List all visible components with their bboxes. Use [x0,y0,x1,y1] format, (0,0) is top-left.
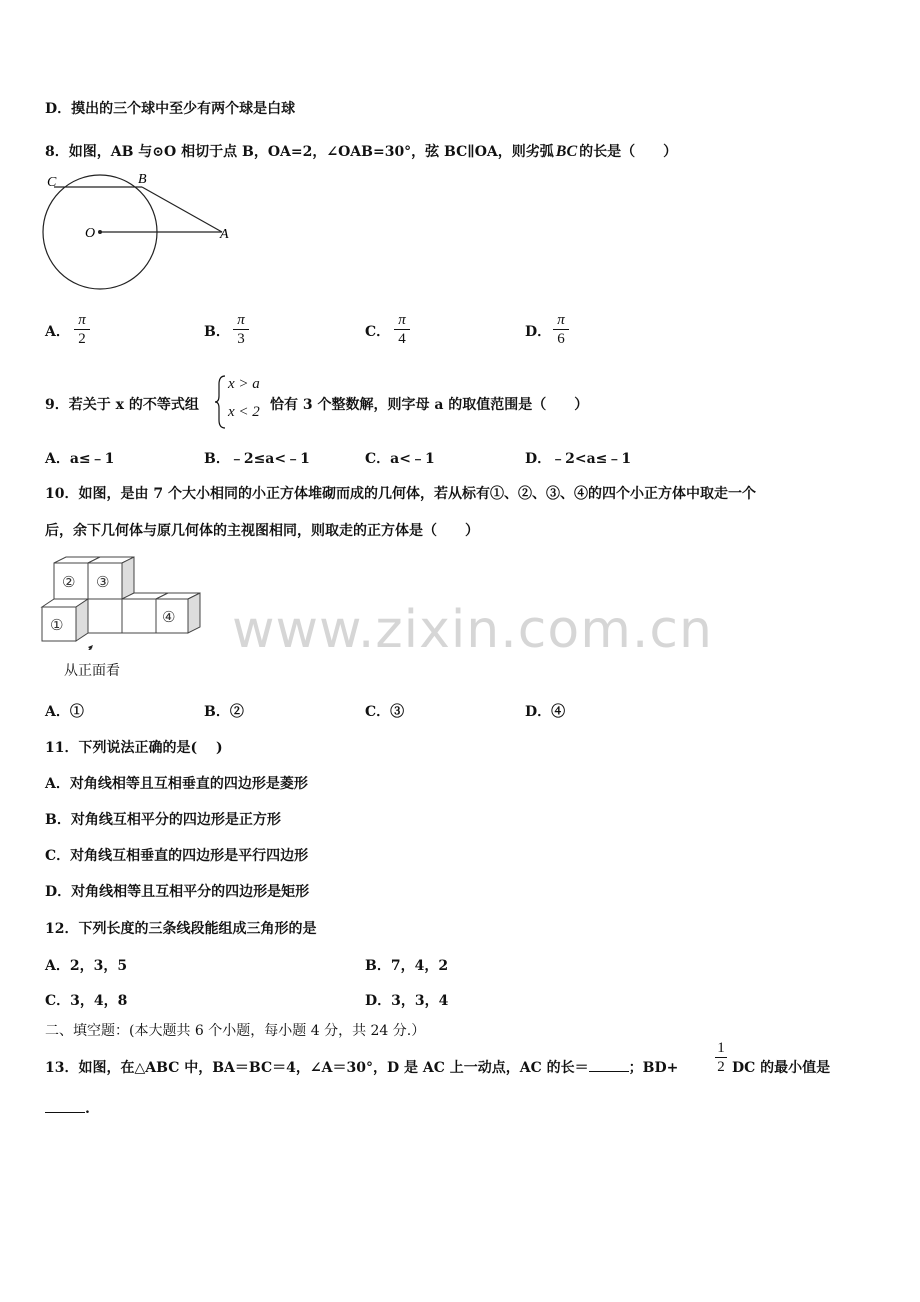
q9-option-a: A．a≤﹣1 [45,451,115,467]
q13-stem-text-c: DC 的最小值是 [732,1060,831,1076]
q10-option-c: C．③ [365,704,405,720]
q8-option-a-label: A． [45,324,70,340]
q13-end: . [85,1101,90,1117]
label-o: O [85,226,96,241]
q8-option-b-fraction [233,312,249,348]
tangent-ab [142,187,222,232]
cube-label-4: ④ [162,608,176,626]
q9-option-c: C．a<﹣1 [365,451,435,467]
q12-option-b: B．7，4，2 [365,958,449,974]
q9-option-d: D．﹣2<a≤﹣1 [525,451,632,467]
q10-cube-figure [40,555,205,650]
cube3-side [122,557,134,599]
q11-stem: 11．下列说法正确的是( ) [45,740,223,756]
q13-answer-blank-1[interactable] [589,1059,629,1072]
q10-stem-line2: 后，余下几何体与原几何体的主视图相同，则取走的正方体是（ ） [45,523,479,539]
q10-stem-line1: 10．如图，是由 7 个大小相同的小正方体堆砌而成的几何体，若从标有①、②、③、④的四个小正方体中取走一个 [45,486,756,502]
q8-option-c-num: π [398,312,406,328]
q9-option-b: B．﹣2≤a<﹣1 [204,451,310,467]
label-a: A [220,227,229,242]
cube1-side [76,599,88,641]
q8-circle-figure [38,170,238,295]
q8-stem-text-b: 的长是（ ） [579,144,678,160]
q13-answer-line [45,1100,90,1117]
cube-label-1: ① [50,616,64,634]
q8-arc-label: BC [555,143,578,160]
cube5-front [122,599,156,633]
q13-fraction [715,1040,727,1076]
q9-brace [214,374,228,430]
q13-frac-den: 2 [717,1059,725,1075]
q12-stem: 12．下列长度的三条线段能组成三角形的是 [45,921,317,937]
cube-middle-front [88,599,122,633]
q8-option-d-den: 6 [557,331,565,347]
q10-option-b: B．② [204,704,244,720]
q13-stem-text-a: 13．如图，在△ABC 中，BA＝BC＝4，∠A＝30°，D 是 AC 上一动点，AC 的长＝ [45,1060,589,1076]
q9-inequality-1: x > a [228,376,260,392]
q12-option-c: C．3，4，8 [45,993,128,1009]
center-point [98,230,102,234]
q8-option-d-fraction [553,312,569,348]
q10-figure-caption: 从正面看 [64,663,120,679]
q8-option-d-label: D． [525,324,552,340]
q8-option-c-den: 4 [398,331,406,347]
watermark: www.zixin.com.cn [232,600,713,660]
q8-option-b-label: B． [204,324,230,340]
q13-stem-text-b: ；BD+ [628,1060,679,1076]
cube4-side [188,593,200,633]
q8-stem-text-a: 8．如图，AB 与⊙O 相切于点 B，OA=2，∠OAB=30°，弦 BC∥OA，则劣弧 [45,144,554,160]
q10-option-a: A．① [45,704,84,720]
q8-stem [45,141,677,161]
q11-option-a: A．对角线相等且互相垂直的四边形是菱形 [45,776,308,792]
q8-option-b-den: 3 [237,331,245,347]
q11-option-d: D．对角线相等且互相平分的四边形是矩形 [45,884,310,900]
q9-stem-a: 9．若关于 x 的不等式组 [45,397,199,413]
cube-label-2: ② [62,573,76,591]
q9-inequality-2: x < 2 [228,404,260,420]
label-b: B [138,172,147,187]
q12-option-d: D．3，3，4 [365,993,449,1009]
q7-option-d: D．摸出的三个球中至少有两个球是白球 [45,101,296,117]
q13-answer-blank-2[interactable] [45,1100,85,1113]
q13-frac-num: 1 [717,1040,725,1056]
q11-option-b: B．对角线互相平分的四边形是正方形 [45,812,281,828]
q8-option-c-label: C． [365,324,391,340]
q9-stem-b: 恰有 3 个整数解，则字母 a 的取值范围是（ ） [270,397,589,413]
section2-title: 二、填空题：(本大题共 6 个小题，每小题 4 分，共 24 分.） [45,1023,426,1039]
cube-label-3: ③ [96,573,110,591]
q8-option-c-fraction [394,312,410,348]
q8-option-d-num: π [557,312,565,328]
label-c: C [47,175,57,190]
q10-option-d: D．④ [525,704,566,720]
q12-option-a: A．2，3，5 [45,958,128,974]
q11-option-c: C．对角线互相垂直的四边形是平行四边形 [45,848,309,864]
q8-option-a-num: π [78,312,86,328]
q8-option-a-den: 2 [78,331,86,347]
q13-stem [45,1057,678,1077]
q8-option-a-fraction [74,312,90,348]
q8-option-b-num: π [237,312,245,328]
